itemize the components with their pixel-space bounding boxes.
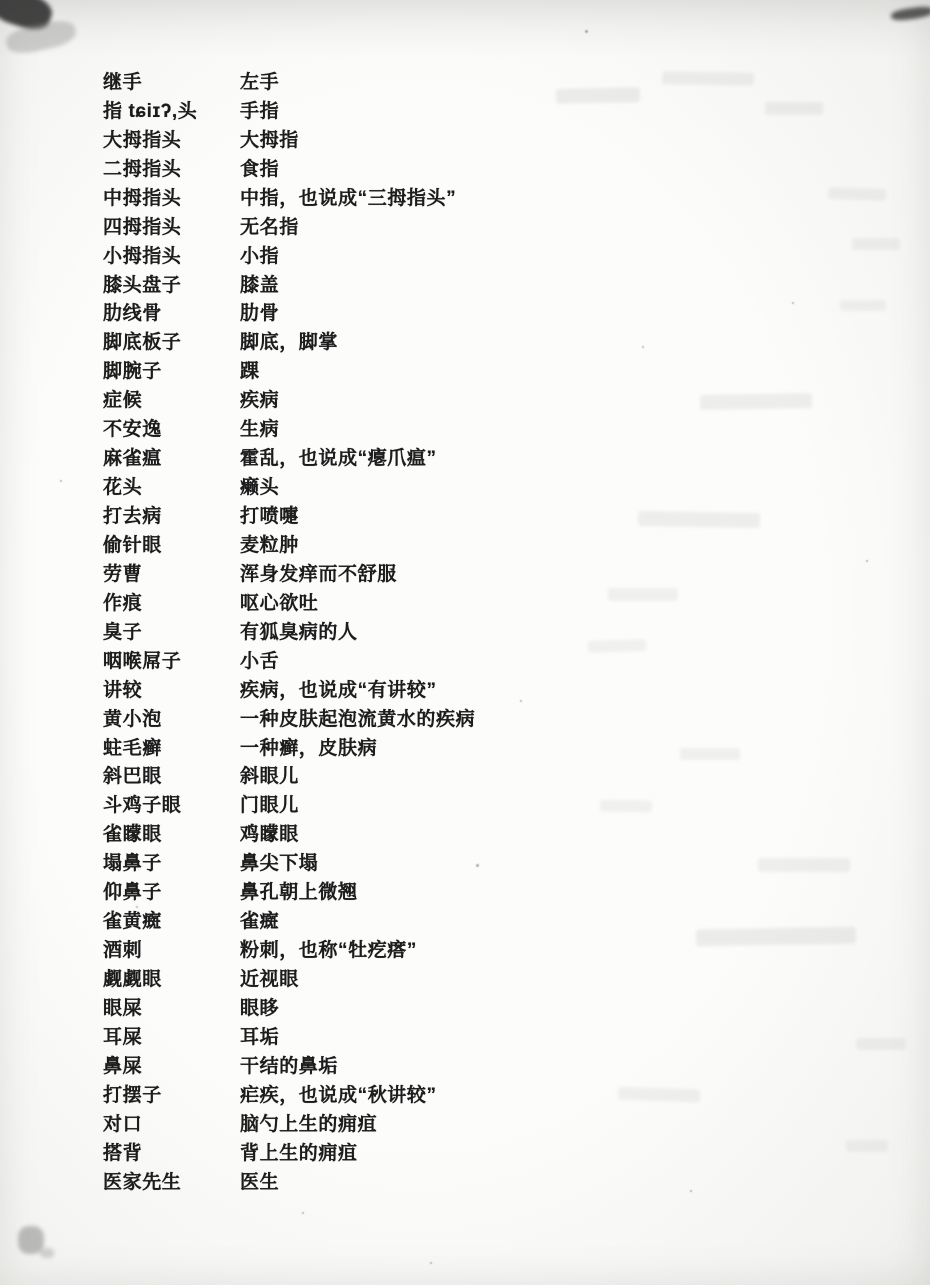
glossary-row [103,95,475,124]
definition-text: 无名指 [240,216,299,238]
definition-text: 浑身发痒而不舒服 [240,563,397,585]
term-text: 偷针眼 [103,534,162,556]
glossary-row [103,153,475,182]
glossary-row [103,529,475,558]
definition-text: 脑勺上生的痈疽 [240,1113,378,1135]
bleedthrough-smudge [662,71,754,86]
glossary-row [103,876,475,905]
term-text: 斜巴眼 [103,766,162,788]
glossary-row [103,1108,475,1137]
glossary-row [103,500,475,529]
bleedthrough-smudge [828,187,886,201]
term-text: 打摆子 [103,1084,162,1106]
scan-speck [302,1212,304,1214]
scan-speck [642,346,644,348]
definition-text: 鸡矇眼 [240,824,299,846]
bleedthrough-smudge [680,748,740,760]
glossary-row [103,761,475,790]
scan-artifact-top-right [890,5,930,22]
definition-text: 小舌 [240,650,280,672]
term-text: 蛀毛癣 [103,737,162,759]
scan-speck [792,302,794,304]
bleedthrough-smudge [588,639,646,653]
bleedthrough-smudge [700,393,812,410]
definition-text: 踝 [240,361,260,383]
term-text: 耳屎 [103,1026,143,1048]
glossary-row [103,1021,475,1050]
glossary-row [103,182,475,211]
definition-text: 近视眼 [240,969,299,991]
term-text: 小拇指头 [103,245,182,267]
term-text: 酒刺 [103,940,143,962]
definition-text: 打喷嚏 [240,506,299,528]
definition-text: 中指，也说成“三拇指头” [240,187,457,209]
scan-artifact-top-left [0,0,56,35]
definition-text: 鼻孔朝上微翘 [240,882,358,904]
term-text: 脚底板子 [103,332,182,354]
term-text: 塌鼻子 [103,853,162,875]
term-text: 指 tɕiɪʔ,头 [103,100,198,122]
glossary-row [103,645,475,674]
definition-text: 鼻尖下塌 [240,853,319,875]
term-text: 肋线骨 [103,303,162,325]
bleedthrough-smudge [608,588,678,601]
glossary-row [103,413,475,442]
term-text: 医家先生 [103,1171,182,1193]
scan-artifact-bottom-left-2 [40,1248,54,1258]
definition-text: 医生 [240,1171,280,1193]
glossary-row [103,384,475,413]
glossary-row [103,992,475,1021]
definition-text: 门眼儿 [240,795,299,817]
definition-text: 霍乱，也说成“瘪爪瘟” [240,448,437,470]
definition-text: 小指 [240,245,280,267]
definition-text: 膝盖 [240,274,280,296]
term-text: 四拇指头 [103,216,182,238]
bleedthrough-smudge [758,858,850,872]
definition-text: 麦粒肿 [240,534,299,556]
definition-text: 干结的鼻垢 [240,1055,339,1077]
term-text: 觑觑眼 [103,969,162,991]
scan-speck [60,480,62,482]
definition-text: 疾病，也说成“有讲较” [240,679,437,701]
term-text: 不安逸 [103,419,162,441]
term-text: 臭子 [103,621,143,643]
glossary-row [103,1050,475,1079]
term-text: 膝头盘子 [103,274,182,296]
glossary-list [103,66,475,1195]
definition-text: 手指 [240,100,280,122]
term-text: 作痕 [103,592,143,614]
definition-text: 生病 [240,419,280,441]
term-text: 讲较 [103,679,143,701]
definition-text: 耳垢 [240,1026,280,1048]
bleedthrough-smudge [618,1087,700,1103]
bleedthrough-smudge [638,511,760,528]
scan-speck [520,700,522,702]
glossary-row [103,789,475,818]
term-text: 麻雀瘟 [103,448,162,470]
glossary-row [103,442,475,471]
glossary-row [103,558,475,587]
term-text: 搭背 [103,1142,143,1164]
definition-text: 疟疾，也说成“秋讲较” [240,1084,437,1106]
glossary-row [103,818,475,847]
glossary-row [103,471,475,500]
term-text: 劳曹 [103,563,143,585]
glossary-row [103,1166,475,1195]
glossary-row [103,963,475,992]
bleedthrough-smudge [696,927,856,947]
term-text: 斗鸡子眼 [103,795,182,817]
term-text: 花头 [103,477,143,499]
bleedthrough-smudge [600,800,652,813]
definition-text: 脚底，脚掌 [240,332,339,354]
scan-speck [430,1262,432,1264]
glossary-row [103,326,475,355]
term-text: 鼻屎 [103,1055,143,1077]
bleedthrough-smudge [846,1140,888,1152]
glossary-row [103,587,475,616]
scan-artifact-bottom-left [18,1226,44,1254]
glossary-row [103,355,475,384]
scan-speck [866,560,868,562]
definition-text: 左手 [240,71,280,93]
scan-speck [690,1190,692,1192]
definition-text: 一种癣，皮肤病 [240,737,378,759]
glossary-row [103,616,475,645]
term-text: 眼屎 [103,997,143,1019]
term-text: 二拇指头 [103,158,182,180]
glossary-row [103,211,475,240]
term-text: 仰鼻子 [103,882,162,904]
definition-text: 肋骨 [240,303,280,325]
term-text: 雀黄癍 [103,911,162,933]
glossary-row [103,1137,475,1166]
definition-text: 眼眵 [240,997,280,1019]
glossary-row [103,847,475,876]
bleedthrough-smudge [856,1038,906,1050]
glossary-row [103,934,475,963]
glossary-row [103,674,475,703]
glossary-row [103,124,475,153]
bleedthrough-smudge [556,87,640,103]
glossary-row [103,298,475,327]
glossary-row [103,905,475,934]
definition-text: 有狐臭病的人 [240,621,358,643]
definition-text: 大拇指 [240,129,299,151]
definition-text: 一种皮肤起泡流黄水的疾病 [240,708,476,730]
bleedthrough-smudge [840,300,886,311]
scan-speck [585,30,588,33]
glossary-row [103,269,475,298]
term-text: 打去病 [103,506,162,528]
term-text: 雀矇眼 [103,824,162,846]
scan-speck [476,864,479,867]
bleedthrough-smudge [852,238,900,250]
definition-text: 食指 [240,158,280,180]
glossary-row [103,66,475,95]
definition-text: 斜眼儿 [240,766,299,788]
definition-text: 粉刺，也称“牡疙瘩” [240,940,418,962]
bleedthrough-smudge [765,102,823,115]
term-text: 脚腕子 [103,361,162,383]
term-text: 对口 [103,1113,143,1135]
term-text: 黄小泡 [103,708,162,730]
glossary-row [103,703,475,732]
term-text: 中拇指头 [103,187,182,209]
glossary-row [103,240,475,269]
definition-text: 癞头 [240,477,280,499]
definition-text: 呕心欲吐 [240,592,319,614]
definition-text: 雀癍 [240,911,280,933]
glossary-row [103,1079,475,1108]
term-text: 大拇指头 [103,129,182,151]
definition-text: 疾病 [240,390,280,412]
term-text: 咽喉屌子 [103,650,182,672]
term-text: 症候 [103,390,143,412]
term-text: 继手 [103,71,143,93]
definition-text: 背上生的痈疽 [240,1142,358,1164]
glossary-row [103,732,475,761]
scan-artifact-top-left-2 [4,17,78,57]
